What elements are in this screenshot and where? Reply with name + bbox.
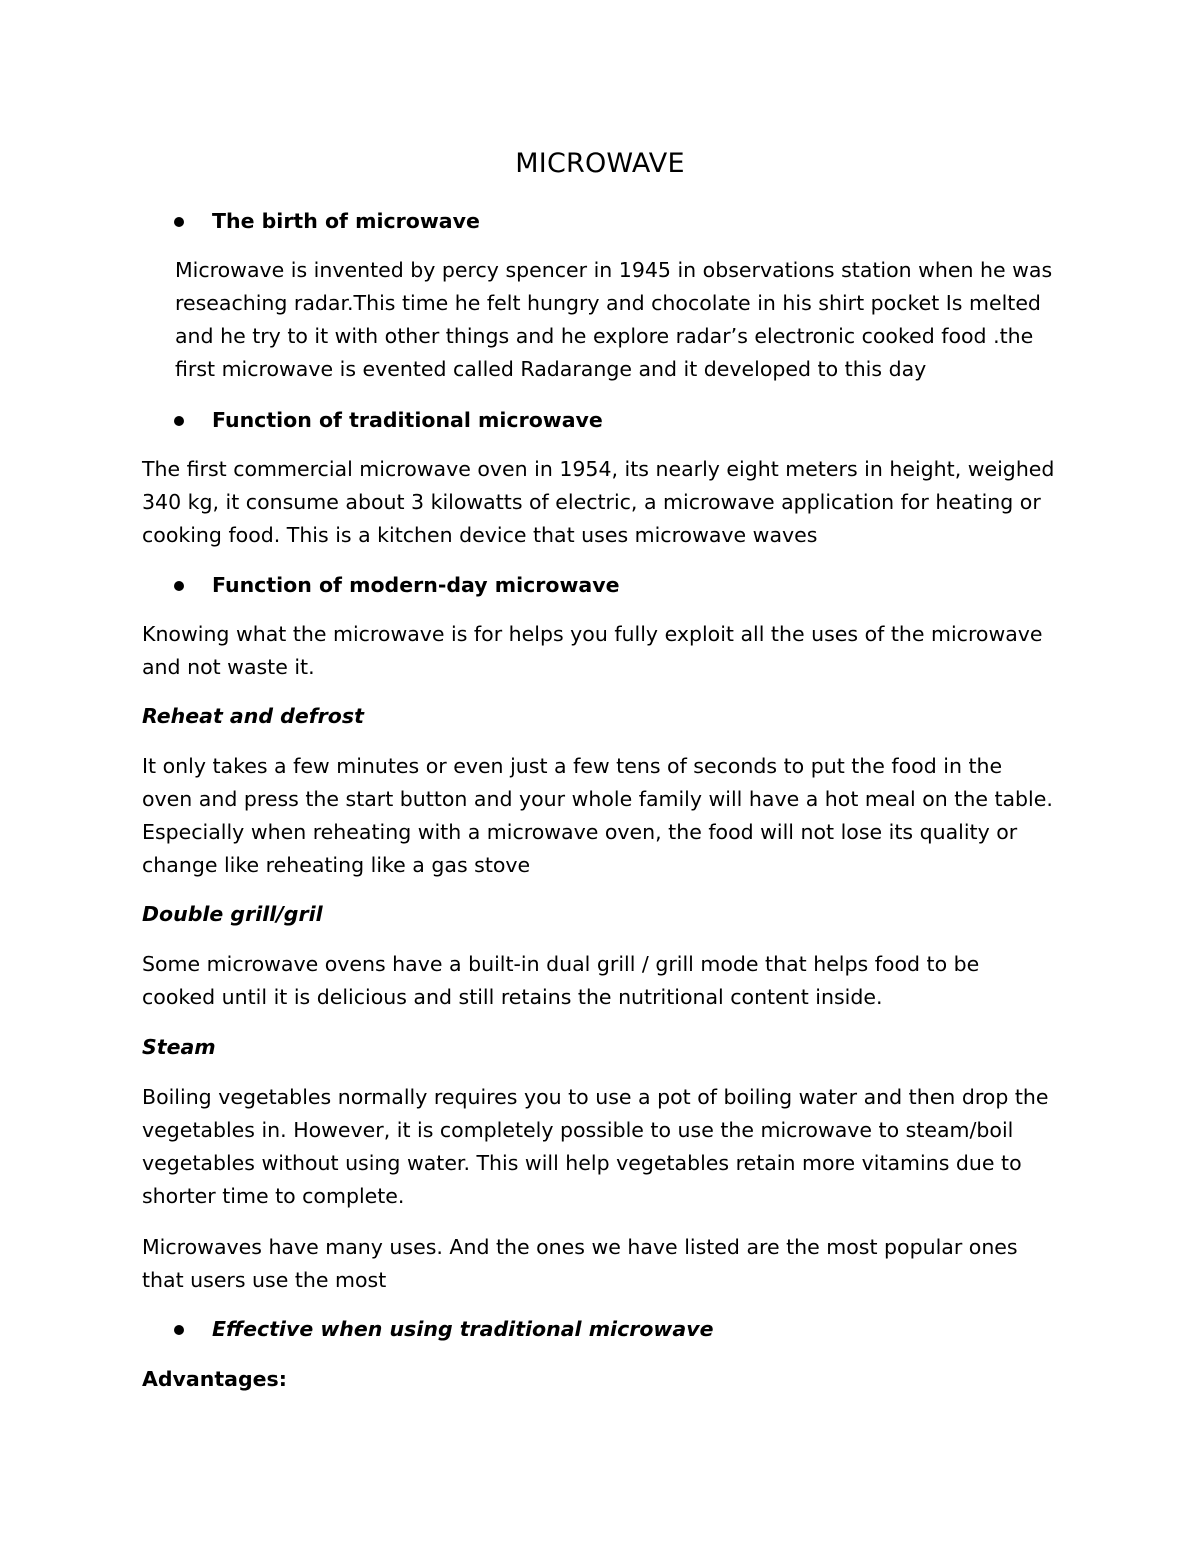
paragraph-line: and he try to it with other things and he explore radar’s electronic cooked food .the <box>175 324 1034 348</box>
paragraph-line: Knowing what the microwave is for helps you fully exploit all the uses of the microwave <box>142 622 1043 646</box>
paragraph-birth <box>175 254 1075 386</box>
paragraph-line: oven and press the start button and your whole family will have a hot meal on the table. <box>142 787 1053 811</box>
paragraph-line: change like reheating like a gas stove <box>142 853 531 877</box>
paragraph-line: that users use the most <box>142 1268 387 1292</box>
section-heading-effective <box>175 1315 875 1343</box>
section-heading-modern <box>175 571 775 599</box>
paragraph-line: Microwave is invented by percy spencer in 1945 in observations station when he was <box>175 258 1053 282</box>
section-heading-birth-text: The birth of microwave <box>212 209 480 233</box>
paragraph-line: Microwaves have many uses. And the ones we have listed are the most popular ones <box>142 1235 1018 1259</box>
paragraph-line: Boiling vegetables normally requires you to use a pot of boiling water and then drop the <box>142 1085 1049 1109</box>
advantages-label: Advantages: <box>142 1367 287 1391</box>
paragraph-traditional <box>142 453 1072 552</box>
section-heading-traditional-text: Function of traditional microwave <box>212 408 603 432</box>
paragraph-line: and not waste it. <box>142 655 315 679</box>
subheading-grill: Double grill/gril <box>142 902 323 926</box>
section-heading-effective-text: Effective when using traditional microwave <box>212 1317 714 1341</box>
paragraph-line: Some microwave ovens have a built-in dual grill / grill mode that helps food to be <box>142 952 980 976</box>
section-heading-modern-text: Function of modern-day microwave <box>212 573 620 597</box>
paragraph-steam <box>142 1081 1072 1213</box>
paragraph-modern <box>142 618 1072 684</box>
paragraph-line: The first commercial microwave oven in 1954, its nearly eight meters in height, weighed <box>142 457 1055 481</box>
paragraph-line: shorter time to complete. <box>142 1184 405 1208</box>
page-title: MICROWAVE <box>515 148 685 179</box>
paragraph-line: 340 kg, it consume about 3 kilowatts of electric, a microwave application for heating or <box>142 490 1041 514</box>
paragraph-line: Especially when reheating with a microwave oven, the food will not lose its quality or <box>142 820 1018 844</box>
paragraph-line: vegetables without using water. This will help vegetables retain more vitamins due to <box>142 1151 1022 1175</box>
paragraph-reheat <box>142 750 1072 882</box>
paragraph-summary <box>142 1231 1072 1297</box>
paragraph-line: first microwave is evented called Radarange and it developed to this day <box>175 357 927 381</box>
section-heading-traditional <box>175 406 775 434</box>
paragraph-grill <box>142 948 1072 1014</box>
paragraph-line: It only takes a few minutes or even just a few tens of seconds to put the food in the <box>142 754 1003 778</box>
paragraph-line: cooking food. This is a kitchen device that uses microwave waves <box>142 523 818 547</box>
paragraph-line: vegetables in. However, it is completely possible to use the microwave to steam/boil <box>142 1118 1014 1142</box>
subheading-steam: Steam <box>142 1035 216 1059</box>
paragraph-line: reseaching radar.This time he felt hungry and chocolate in his shirt pocket Is melted <box>175 291 1041 315</box>
paragraph-line: cooked until it is delicious and still retains the nutritional content inside. <box>142 985 883 1009</box>
section-heading-birth <box>175 207 675 235</box>
subheading-reheat: Reheat and defrost <box>142 704 364 728</box>
